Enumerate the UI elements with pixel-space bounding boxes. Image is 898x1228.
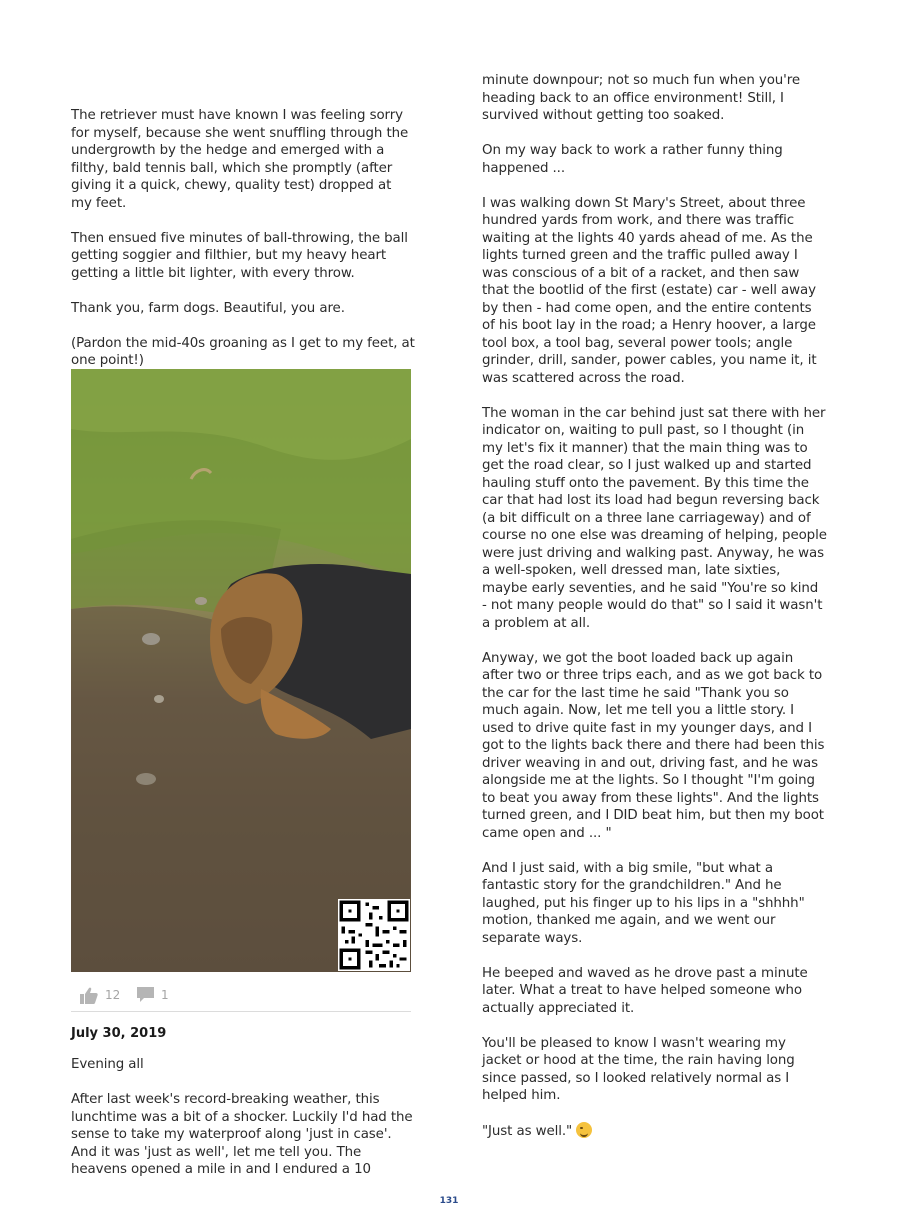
paragraph: The retriever must have known I was feeling sorry for myself, because she went snuffling through the undergrowth by the hedge and emerged with a filthy, bald tennis ball, which she promptly (after giving it a quick, chewy, quality test) dropped at my feet. [71, 108, 409, 211]
post-intro: After last week's record-breaking weather, this lunchtime was a bit of a shocker. Luckily I'd had the sense to take my waterproof along 'just in case'. And it was 'just as well', let me tell you. The heavens opened a mile in and I endured a 10 [71, 1092, 413, 1177]
paragraph: I was walking down St Mary's Street, about three hundred yards from work, and there was traffic waiting at the lights 40 yards ahead of me. As the lights turned green and the traffic pulled away I was conscious of a bit of a racket, and then saw that the bootlid of the first (estate) car - well away by then - had come open, and the entire contents of his boot lay in the road; a Henry hoover, a large tool box, a tool bag, several power tools; angle grinder, drill, sander, power cables, you name it, it was scattered across the road. [482, 195, 817, 386]
paragraph: On my way back to work a rather funny thing happened ... [482, 143, 783, 176]
dog-photo [71, 369, 411, 972]
paragraph: Anyway, we got the boot loaded back up again after two or three trips each, and as we got back to the car for the last time he said "Thank you so much again. Now, let me tell you a little story. I used to drive quite fast in my younger days, and I got to the lights back there and there had been this driver weaving in and out, driving fast, and he was alongside me at the lights. So I thought "I'm going to beat you away from these lights". And the lights turned green, and I DID beat him, but then my boot came open and ... " [482, 650, 825, 841]
page-number: 131 [439, 1196, 459, 1206]
comment-count: 1 [161, 988, 169, 1002]
post-greeting: Evening all [71, 1057, 144, 1072]
dog-photo-illustration [71, 369, 411, 972]
closing-text: "Just as well." [482, 1124, 573, 1139]
paragraph: Thank you, farm dogs. Beautiful, you are. [71, 300, 345, 316]
paragraph: You'll be pleased to know I wasn't wearing my jacket or hood at the time, the rain having long since passed, so I looked relatively normal as I helped him. [482, 1035, 795, 1103]
left-column [71, 107, 416, 387]
post-body [71, 1056, 416, 1196]
paragraph: Then ensued five minutes of ball-throwing, the ball getting soggier and filthier, but my heavy heart getting a little bit lighter, with every throw. [71, 230, 408, 281]
paragraph: (Pardon the mid-40s groaning as I get to my feet, at one point!) [71, 335, 415, 368]
thumbs-up-icon[interactable] [80, 987, 98, 1008]
paragraph: He beeped and waved as he drove past a minute later. What a treat to have helped someone who actually appreciated it. [482, 965, 808, 1016]
paragraph: And I just said, with a big smile, "but what a fantastic story for the grandchildren." And he laughed, put his finger up to his lips in a "shhhh" motion, thanked me again, and we went our separate ways. [482, 860, 805, 946]
closing-line [482, 1122, 827, 1141]
reactions-bar [71, 983, 411, 1012]
qr-code-icon [338, 899, 410, 971]
like-count: 12 [105, 988, 121, 1002]
comment-icon[interactable] [137, 987, 154, 1008]
winking-face-icon [576, 1122, 592, 1138]
right-column [482, 72, 827, 1158]
paragraph: The woman in the car behind just sat there with her indicator on, waiting to pull past, so I thought (in my let's fix it manner) that the main thing was to get the road clear, so I just walked up and started hauling stuff onto the pavement. By this time the car that had lost its load had begun reversing back (a bit difficult on a three lane carriageway) and of course no one else was dreaming of helping, people were just driving and walking past. Anyway, he was a well-spoken, well dressed man, late sixties, maybe early seventies, and he said "You're so kind - not many people would do that" so I said it wasn't a problem at all. [482, 405, 827, 631]
post-date: July 30, 2019 [71, 1026, 167, 1041]
paragraph: minute downpour; not so much fun when you're heading back to an office environment! Still, I survived without getting too soaked. [482, 73, 801, 123]
